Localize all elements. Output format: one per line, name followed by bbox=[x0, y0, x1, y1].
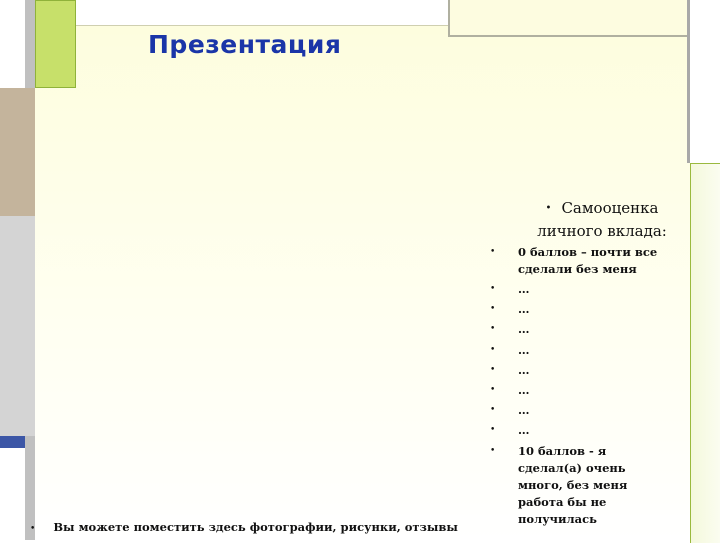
bullet-icon: • bbox=[490, 247, 496, 257]
list-item: • … bbox=[490, 322, 530, 337]
scale-list bbox=[490, 244, 670, 531]
bullet-icon: • bbox=[490, 364, 496, 375]
list-item: • 0 баллов – почти все сделали без меня bbox=[490, 245, 658, 276]
list-item: • 10 баллов - я сделал(а) очень много, без меня работа бы не получилась bbox=[490, 443, 628, 526]
list-item: • … bbox=[490, 302, 530, 317]
green-accent-square bbox=[35, 0, 76, 88]
bullet-icon: • bbox=[490, 405, 496, 416]
footer-note bbox=[30, 520, 458, 534]
blue-accent-square bbox=[0, 436, 25, 448]
bullet-icon: • bbox=[490, 324, 496, 335]
heading-line-1: • Самооценка bbox=[545, 199, 659, 217]
list-item: • … bbox=[490, 362, 530, 377]
list-item: • … bbox=[490, 382, 530, 397]
bullet-icon: • bbox=[30, 524, 36, 534]
bullet-icon: • bbox=[490, 425, 496, 436]
bullet-icon: • bbox=[490, 304, 496, 315]
footer-text: Вы можете поместить здесь фотографии, рисунки, отзывы bbox=[53, 520, 458, 534]
bullet-icon: • bbox=[490, 445, 496, 456]
list-item: • … bbox=[490, 282, 530, 296]
bullet-icon: • bbox=[490, 284, 496, 294]
slide-title: Презентация bbox=[148, 30, 342, 59]
heading-line-2: личного вклада: bbox=[537, 222, 667, 240]
right-gray-line bbox=[687, 0, 690, 163]
list-item: • … bbox=[490, 342, 530, 357]
list-item: • … bbox=[490, 423, 530, 438]
bullet-icon: • bbox=[490, 344, 496, 355]
left-gray-block bbox=[0, 216, 35, 436]
left-tan-block bbox=[0, 88, 35, 216]
top-right-accent-box bbox=[448, 0, 690, 37]
self-assessment-heading bbox=[522, 197, 682, 242]
bullet-icon: • bbox=[545, 203, 552, 214]
list-item: • … bbox=[490, 403, 530, 418]
right-green-band bbox=[690, 163, 720, 543]
bullet-icon: • bbox=[490, 384, 496, 395]
